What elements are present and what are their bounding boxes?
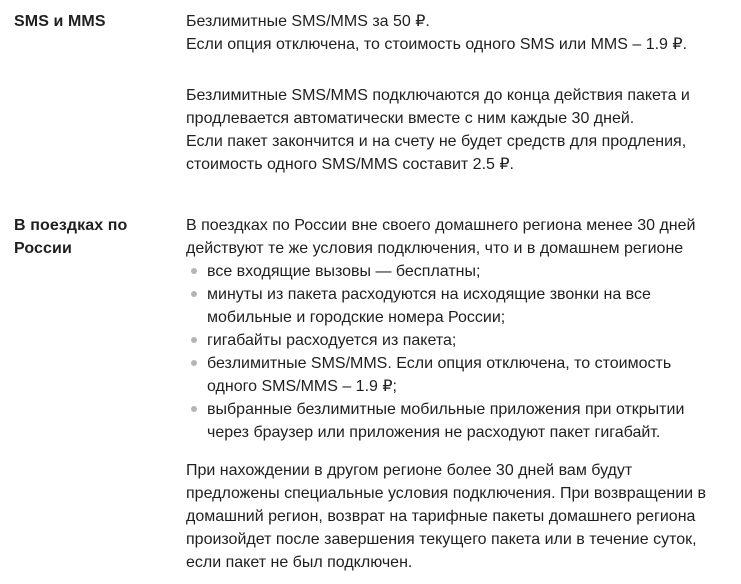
list-item-incoming-calls: все входящие вызовы — бесплатны; <box>186 260 716 283</box>
section-sms-mms <box>14 10 727 176</box>
travel-intro-text: В поездках по России вне своего домашнего региона менее 30 дней действуют те же условия подключения, что и в домашнем регионе <box>186 217 696 257</box>
section-travel-russia-content <box>186 214 716 574</box>
list-item-package-minutes: минуты из пакета расходуются на исходящие звонки на все мобильные и городские номера России; <box>186 283 716 329</box>
sms-renewal-line: Безлимитные SMS/MMS подключаются до конца действия пакета и продлевается автоматически вместе с ним каждые 30 дней. <box>186 87 690 127</box>
sms-price-line: Безлимитные SMS/MMS за 50 ₽. <box>186 13 430 30</box>
sms-renewal-paragraph <box>186 84 716 176</box>
list-item-unlimited-sms: безлимитные SMS/MMS. Если опция отключена, то стоимость одного SMS/MMS – 1.9 ₽; <box>186 352 716 398</box>
list-item-unlimited-apps: выбранные безлимитные мобильные приложения при открытии через браузер или приложения не расходуют пакет гигабайт. <box>186 398 716 444</box>
travel-outro-text: При нахождении в другом регионе более 30 дней вам будут предложены специальные условия подключения. При возвращении в домашний регион, возврат на тарифные пакеты домашнего региона произойдет после завершения текущего пакета или в течение суток, если пакет не был подключен. <box>186 462 707 571</box>
travel-conditions-list <box>186 260 716 444</box>
sms-disabled-price-line: Если опция отключена, то стоимость одного SMS или MMS – 1.9 ₽. <box>186 36 688 53</box>
list-item-gigabytes: гигабайты расходуется из пакета; <box>186 329 716 352</box>
sms-no-funds-line: Если пакет закончится и на счету не будет средств для продления, стоимость одного SMS/MMS составит 2.5 ₽. <box>186 133 687 173</box>
section-sms-mms-content <box>186 10 716 176</box>
section-travel-russia <box>14 214 727 574</box>
section-travel-russia-label: В поездках по России <box>14 217 128 257</box>
sms-price-paragraph <box>186 10 716 56</box>
section-sms-mms-label: SMS и MMS <box>14 13 106 30</box>
